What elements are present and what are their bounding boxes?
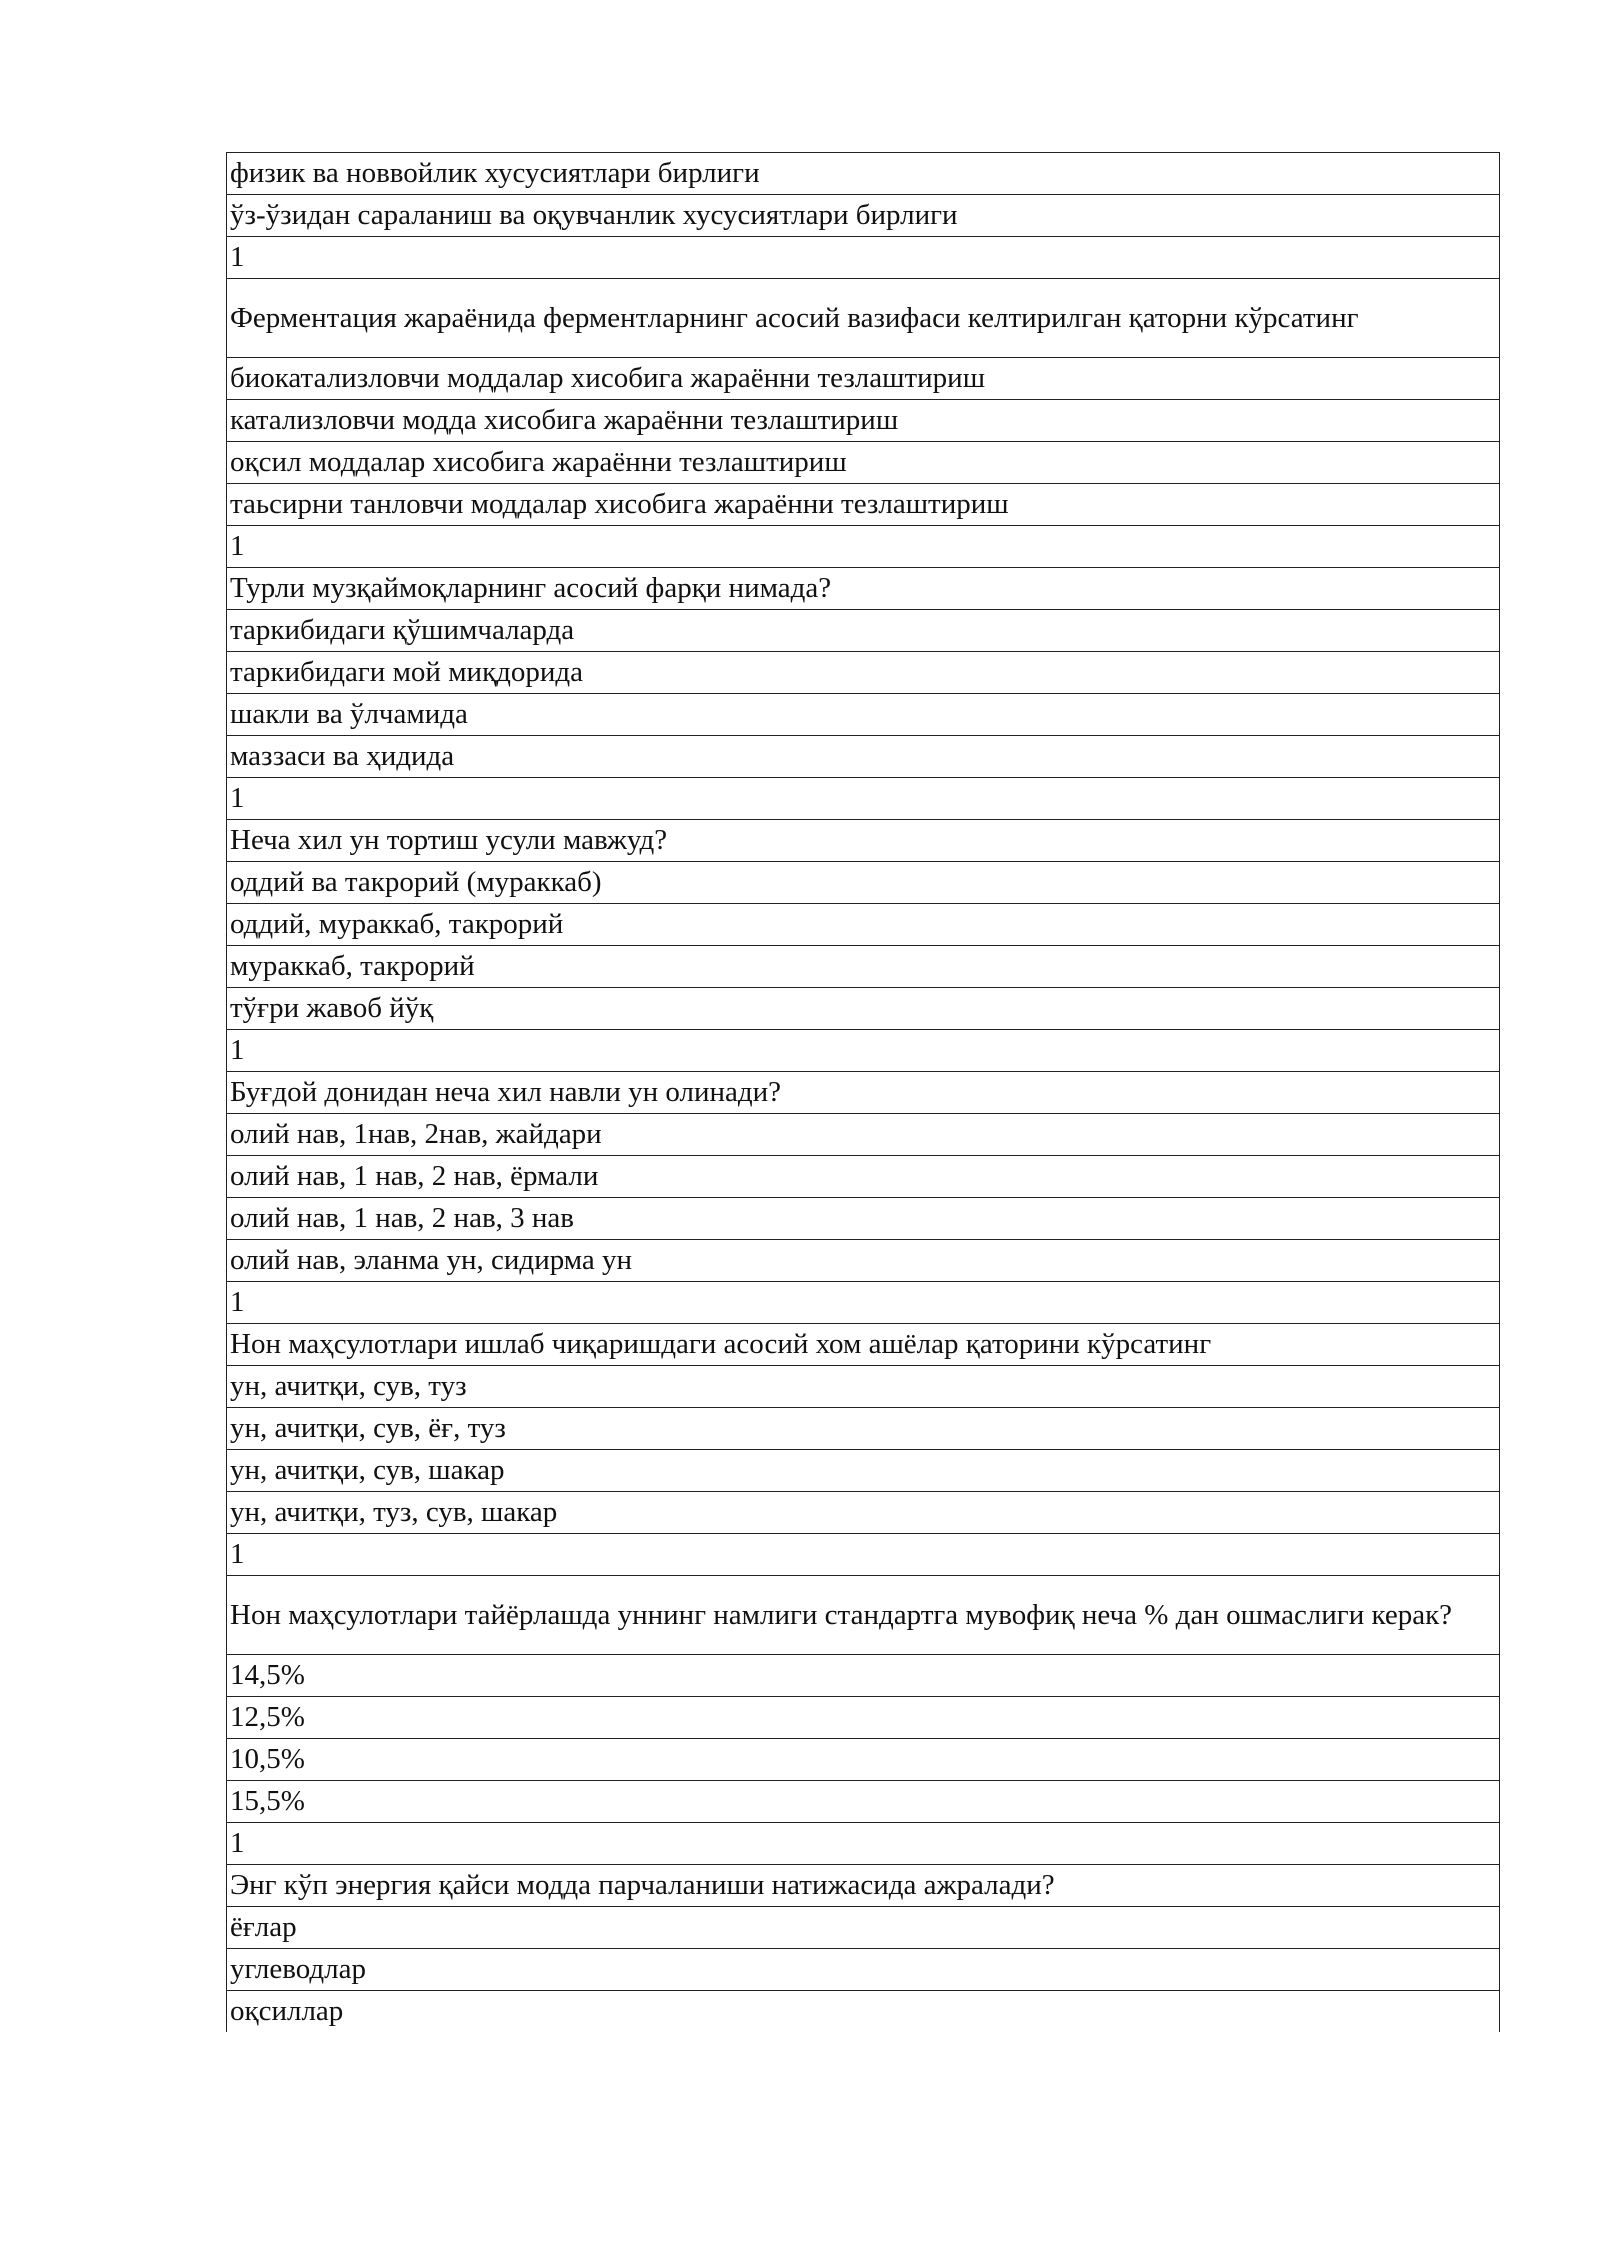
question-table-body (227, 153, 1500, 2033)
table-cell: 1 (227, 237, 1500, 279)
table-cell: ун, ачитқи, сув, ёғ, туз (227, 1408, 1500, 1450)
table-row (227, 358, 1500, 400)
table-row (227, 820, 1500, 862)
table-row (227, 400, 1500, 442)
table-row (227, 1030, 1500, 1072)
table-cell: олий нав, 1 нав, 2 нав, 3 нав (227, 1198, 1500, 1240)
table-cell: 1 (227, 778, 1500, 820)
question-table (226, 152, 1500, 2032)
table-row (227, 1198, 1500, 1240)
table-row (227, 1072, 1500, 1114)
table-row (227, 1823, 1500, 1865)
table-row (227, 904, 1500, 946)
table-row (227, 1156, 1500, 1198)
table-cell: оддий, мураккаб, такрорий (227, 904, 1500, 946)
table-row (227, 1114, 1500, 1156)
table-cell: оддий ва такрорий (мураккаб) (227, 862, 1500, 904)
table-cell: мураккаб, такрорий (227, 946, 1500, 988)
table-row (227, 1240, 1500, 1282)
table-cell: Турли музқаймоқларнинг асосий фарқи нимада? (227, 568, 1500, 610)
table-cell: физик ва новвойлик хусусиятлари бирлиги (227, 153, 1500, 195)
table-row (227, 1576, 1500, 1655)
table-cell: таркибидаги қўшимчаларда (227, 610, 1500, 652)
table-row (227, 1907, 1500, 1949)
table-cell: 1 (227, 1282, 1500, 1324)
table-row (227, 1366, 1500, 1408)
table-cell: тўғри жавоб йўқ (227, 988, 1500, 1030)
table-row (227, 237, 1500, 279)
table-cell: ўз-ўзидан сараланиш ва оқувчанлик хусусиятлари бирлиги (227, 195, 1500, 237)
table-cell: олий нав, 1 нав, 2 нав, ёрмали (227, 1156, 1500, 1198)
table-row (227, 153, 1500, 195)
table-cell: оқсил моддалар хисобига жараённи тезлаштириш (227, 442, 1500, 484)
table-row (227, 652, 1500, 694)
table-row (227, 1282, 1500, 1324)
table-cell: Буғдой донидан неча хил навли ун олинади? (227, 1072, 1500, 1114)
table-cell: 1 (227, 1030, 1500, 1072)
table-cell: олий нав, 1нав, 2нав, жайдари (227, 1114, 1500, 1156)
table-cell: 10,5% (227, 1739, 1500, 1781)
table-cell: Нон маҳсулотлари тайёрлашда уннинг намлиги стандартга мувофиқ неча % дан ошмаслиги керак? (227, 1576, 1500, 1655)
table-cell: углеводлар (227, 1949, 1500, 1991)
table-cell: 15,5% (227, 1781, 1500, 1823)
table-row (227, 694, 1500, 736)
table-row (227, 1450, 1500, 1492)
table-cell: Нон маҳсулотлари ишлаб чиқаришдаги асосий хом ашёлар қаторини кўрсатинг (227, 1324, 1500, 1366)
table-row (227, 1534, 1500, 1576)
table-row (227, 1697, 1500, 1739)
table-cell: Неча хил ун тортиш усули мавжуд? (227, 820, 1500, 862)
table-cell: маззаси ва ҳидида (227, 736, 1500, 778)
table-row (227, 862, 1500, 904)
table-cell: оқсиллар (227, 1991, 1500, 2033)
table-row (227, 279, 1500, 358)
table-row (227, 1408, 1500, 1450)
table-row (227, 484, 1500, 526)
table-cell: Ферментация жараёнида ферментларнинг асосий вазифаси келтирилган қаторни кўрсатинг (227, 279, 1500, 358)
table-row (227, 946, 1500, 988)
table-row (227, 568, 1500, 610)
table-cell: биокатализловчи моддалар хисобига жараённи тезлаштириш (227, 358, 1500, 400)
table-row (227, 736, 1500, 778)
table-row (227, 1949, 1500, 1991)
table-row (227, 1781, 1500, 1823)
table-cell: ун, ачитқи, туз, сув, шакар (227, 1492, 1500, 1534)
table-row (227, 1865, 1500, 1907)
table-row (227, 778, 1500, 820)
table-cell: 12,5% (227, 1697, 1500, 1739)
table-row (227, 610, 1500, 652)
table-cell: 1 (227, 1534, 1500, 1576)
table-cell: 1 (227, 1823, 1500, 1865)
table-row (227, 1655, 1500, 1697)
table-cell: ун, ачитқи, сув, шакар (227, 1450, 1500, 1492)
table-cell: катализловчи модда хисобига жараённи тезлаштириш (227, 400, 1500, 442)
table-row (227, 1324, 1500, 1366)
table-cell: 14,5% (227, 1655, 1500, 1697)
table-cell: таьсирни танловчи моддалар хисобига жараённи тезлаштириш (227, 484, 1500, 526)
table-row (227, 988, 1500, 1030)
table-row (227, 1492, 1500, 1534)
table-row (227, 195, 1500, 237)
table-row (227, 526, 1500, 568)
table-cell: ун, ачитқи, сув, туз (227, 1366, 1500, 1408)
table-row (227, 1991, 1500, 2033)
table-cell: 1 (227, 526, 1500, 568)
table-cell: шакли ва ўлчамида (227, 694, 1500, 736)
table-cell: Энг кўп энергия қайси модда парчаланиши натижасида ажралади? (227, 1865, 1500, 1907)
table-cell: олий нав, эланма ун, сидирма ун (227, 1240, 1500, 1282)
table-row (227, 1739, 1500, 1781)
table-cell: ёғлар (227, 1907, 1500, 1949)
table-cell: таркибидаги мой миқдорида (227, 652, 1500, 694)
table-row (227, 442, 1500, 484)
